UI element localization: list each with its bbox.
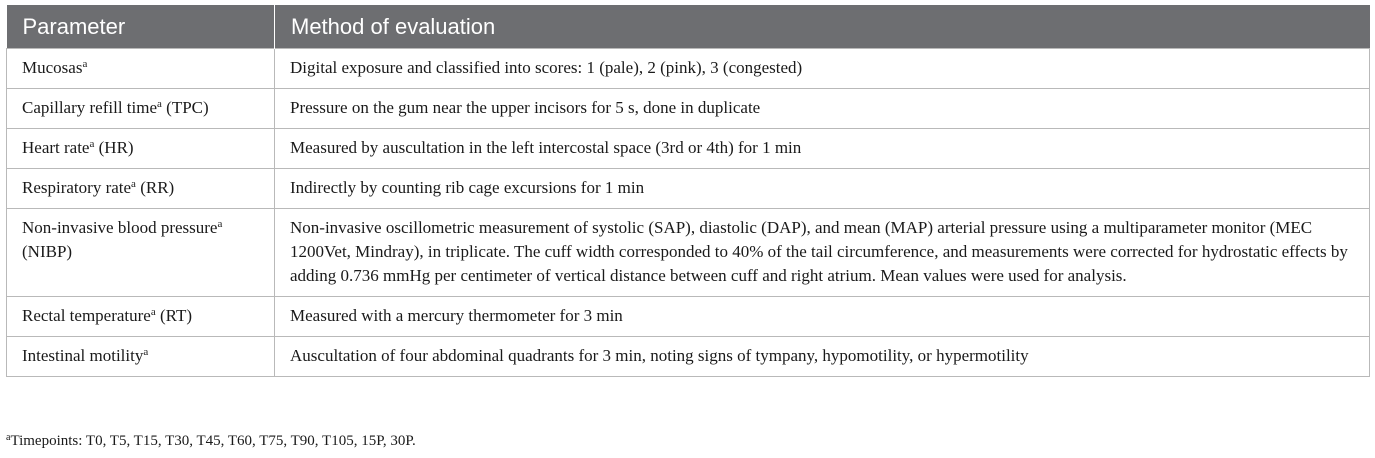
- method-cell: Digital exposure and classified into scores: 1 (pale), 2 (pink), 3 (congested): [275, 49, 1370, 89]
- footnote-marker: a: [150, 306, 156, 318]
- parameter-cell: [7, 49, 275, 89]
- parameter-label: Non-invasive blood pressure: [22, 218, 218, 237]
- parameter-label: Intestinal motility: [22, 346, 144, 365]
- method-cell: Pressure on the gum near the upper incisors for 5 s, done in duplicate: [275, 89, 1370, 129]
- table-row-mucosas: [7, 49, 1370, 89]
- parameter-cell: [7, 297, 275, 337]
- table-body: [7, 49, 1370, 377]
- parameter-label: Heart rate: [22, 138, 90, 157]
- footnote-marker: a: [6, 432, 11, 443]
- parameter-cell: [7, 169, 275, 209]
- table-row-rectal-temperature: [7, 297, 1370, 337]
- evaluation-table-container: [6, 5, 1369, 377]
- table-row-respiratory-rate: [7, 169, 1370, 209]
- table-row-capillary-refill: [7, 89, 1370, 129]
- evaluation-table: [6, 5, 1370, 377]
- parameter-abbrev: (TPC): [161, 98, 209, 117]
- parameter-label: Capillary refill time: [22, 98, 158, 117]
- table-row-blood-pressure: [7, 209, 1370, 297]
- parameter-label: Mucosas: [22, 58, 83, 77]
- footnote-marker: a: [217, 218, 223, 230]
- table-row-heart-rate: [7, 129, 1370, 169]
- header-row: [7, 5, 1370, 49]
- method-cell: Measured by auscultation in the left intercostal space (3rd or 4th) for 1 min: [275, 129, 1370, 169]
- header-method: Method of evaluation: [275, 5, 1370, 49]
- parameter-cell: [7, 129, 275, 169]
- footnote-marker: a: [157, 98, 162, 110]
- method-cell: Indirectly by counting rib cage excursions for 1 min: [275, 169, 1370, 209]
- footnote-marker: a: [143, 346, 149, 358]
- footnote-marker: a: [89, 138, 95, 150]
- parameter-cell: [7, 337, 275, 377]
- header-parameter: Parameter: [7, 5, 275, 49]
- parameter-abbrev: (RR): [135, 178, 175, 197]
- parameter-abbrev: (HR): [94, 138, 134, 157]
- method-cell: Measured with a mercury thermometer for 3 min: [275, 297, 1370, 337]
- footnote-marker: a: [82, 58, 88, 70]
- table-row-intestinal-motility: [7, 337, 1370, 377]
- parameter-label: Rectal temperature: [22, 306, 151, 325]
- parameter-cell: [7, 209, 275, 297]
- footnote-marker: a: [131, 178, 136, 190]
- table-header: [7, 5, 1370, 49]
- table-footnote: [6, 431, 416, 451]
- parameter-label: Respiratory rate: [22, 178, 132, 197]
- footnote-text: Timepoints: T0, T5, T15, T30, T45, T60, T75, T90, T105, 15P, 30P.: [10, 433, 416, 449]
- parameter-abbrev: (NIBP): [22, 242, 73, 261]
- method-cell: Auscultation of four abdominal quadrants for 3 min, noting signs of tympany, hypomotility, or hypermotility: [275, 337, 1370, 377]
- method-cell: Non-invasive oscillometric measurement of systolic (SAP), diastolic (DAP), and mean (MAP) arterial pressure using a multiparameter monitor (MEC 1200Vet, Mindray), in triplicate. The cuff width corresponded to 40% of the tail circumference, and measurements were corrected for hydrostatic effects by adding 0.736 mmHg per centimeter of vertical distance between cuff and right atrium. Mean values were used for analysis.: [275, 209, 1370, 297]
- parameter-cell: [7, 89, 275, 129]
- parameter-abbrev: (RT): [155, 306, 193, 325]
